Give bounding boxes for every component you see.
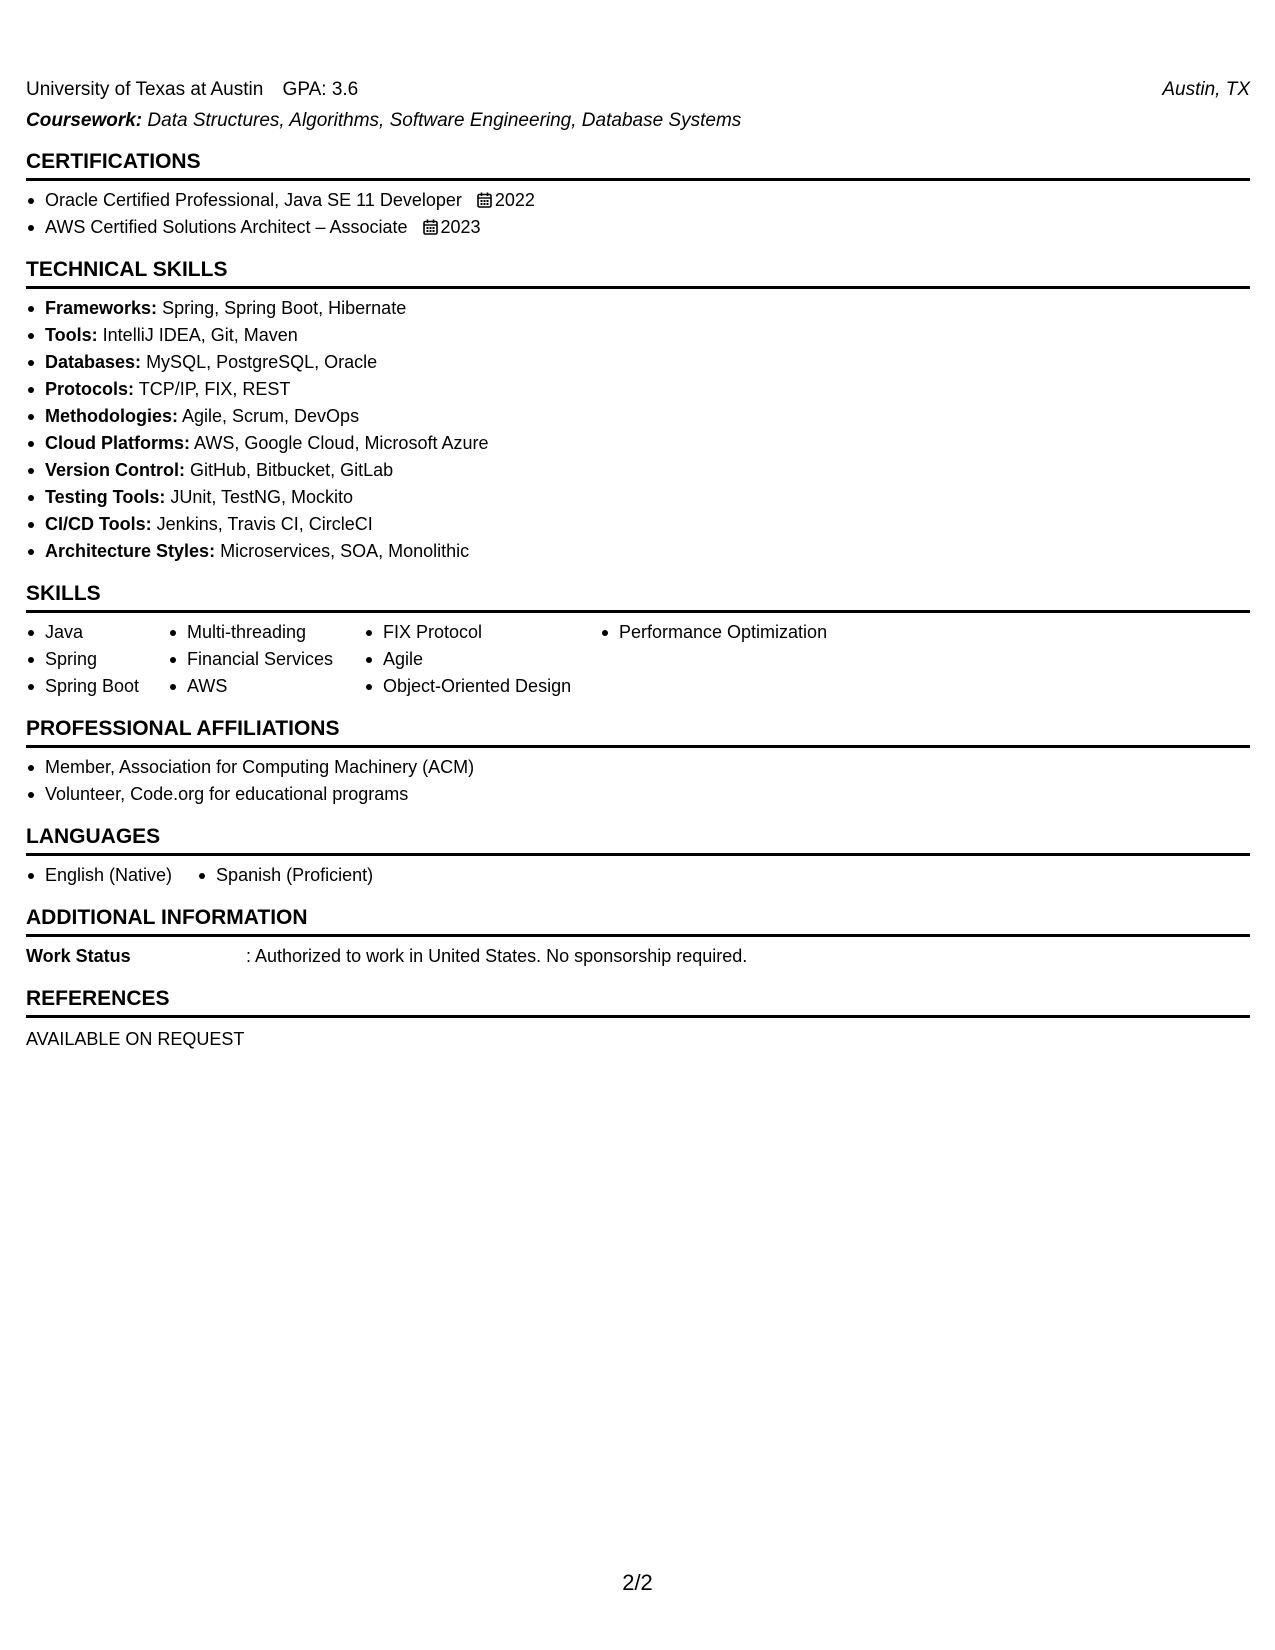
references-heading: REFERENCES [26, 986, 1250, 1018]
work-status-label: Work Status [26, 946, 131, 966]
technical-skills-list [26, 295, 1250, 565]
calendar-icon [477, 192, 492, 208]
education-row [26, 78, 1250, 102]
additional-info-section [26, 905, 1250, 970]
references-section [26, 986, 1250, 1053]
skill-values: Jenkins, Travis CI, CircleCI [156, 514, 373, 534]
list-item: Multi-threading [168, 619, 364, 646]
skill-category: Databases: [45, 352, 142, 372]
languages-section [26, 824, 1250, 889]
list-item [26, 538, 1250, 565]
gpa: GPA: 3.6 [282, 79, 359, 100]
list-item: AWS [168, 673, 364, 700]
skill-values: MySQL, PostgreSQL, Oracle [146, 352, 378, 372]
list-item [26, 187, 1250, 214]
list-item: Financial Services [168, 646, 364, 673]
list-item [26, 403, 1250, 430]
certifications-heading: CERTIFICATIONS [26, 149, 1250, 181]
list-item: Spring Boot [26, 673, 168, 700]
education-left [26, 78, 358, 102]
certifications-section [26, 149, 1250, 241]
certification-year: 2022 [494, 190, 535, 210]
list-item: English (Native) [26, 862, 172, 889]
affiliations-list [26, 754, 1250, 808]
certification-year: 2023 [440, 217, 481, 237]
skill-category: Cloud Platforms: [45, 433, 191, 453]
list-item [26, 214, 1250, 241]
skill-values: JUnit, TestNG, Mockito [170, 487, 354, 507]
skill-values: Spring, Spring Boot, Hibernate [162, 298, 407, 318]
skills-section [26, 581, 1250, 700]
list-item [26, 322, 1250, 349]
references-text: AVAILABLE ON REQUEST [26, 1029, 245, 1049]
work-status-value: : Authorized to work in United States. No sponsorship required. [246, 946, 748, 966]
skill-values: TCP/IP, FIX, REST [138, 379, 291, 399]
list-item: Java [26, 619, 168, 646]
technical-skills-heading: TECHNICAL SKILLS [26, 257, 1250, 289]
list-item [26, 457, 1250, 484]
skill-values: GitHub, Bitbucket, GitLab [190, 460, 394, 480]
affiliations-section [26, 716, 1250, 808]
skill-values: AWS, Google Cloud, Microsoft Azure [194, 433, 489, 453]
list-item: Performance Optimization [600, 619, 827, 646]
list-item: Volunteer, Code.org for educational programs [26, 781, 1250, 808]
list-item: Member, Association for Computing Machinery (ACM) [26, 754, 1250, 781]
skills-column [600, 619, 827, 700]
list-item [26, 295, 1250, 322]
calendar-icon [423, 219, 438, 235]
certification-name: Oracle Certified Professional, Java SE 11 Developer [45, 190, 462, 210]
school-name: University of Texas at Austin [26, 79, 264, 100]
skill-category: Protocols: [45, 379, 135, 399]
skill-category: CI/CD Tools: [45, 514, 152, 534]
coursework-list: Data Structures, Algorithms, Software Engineering, Database Systems [147, 110, 742, 131]
skill-category: Tools: [45, 325, 98, 345]
certifications-list [26, 187, 1250, 241]
skills-column [26, 619, 168, 700]
work-status-row [26, 943, 1250, 970]
page-number: 2/2 [622, 1570, 653, 1595]
coursework [26, 109, 1250, 133]
skill-category: Methodologies: [45, 406, 178, 426]
education-location: Austin, TX [1162, 79, 1250, 100]
list-item: FIX Protocol [364, 619, 600, 646]
list-item [26, 484, 1250, 511]
skills-heading: SKILLS [26, 581, 1250, 613]
list-item [26, 511, 1250, 538]
additional-info-heading: ADDITIONAL INFORMATION [26, 905, 1250, 937]
skill-category: Frameworks: [45, 298, 158, 318]
skill-values: Agile, Scrum, DevOps [182, 406, 360, 426]
skills-column [364, 619, 600, 700]
affiliations-heading: PROFESSIONAL AFFILIATIONS [26, 716, 1250, 748]
certification-name: AWS Certified Solutions Architect – Associate [45, 217, 408, 237]
skills-grid [26, 619, 1250, 700]
list-item [26, 349, 1250, 376]
languages-heading: LANGUAGES [26, 824, 1250, 856]
skill-category: Testing Tools: [45, 487, 166, 507]
list-item: Spring [26, 646, 168, 673]
list-item: Spanish (Proficient) [197, 862, 373, 889]
list-item: Agile [364, 646, 600, 673]
skill-category: Version Control: [45, 460, 186, 480]
list-item: Object-Oriented Design [364, 673, 600, 700]
skill-category: Architecture Styles: [45, 541, 216, 561]
coursework-label: Coursework: [26, 110, 143, 131]
skill-values: IntelliJ IDEA, Git, Maven [102, 325, 298, 345]
list-item [26, 430, 1250, 457]
resume-page [26, 78, 1250, 1053]
skills-column [168, 619, 364, 700]
technical-skills-section [26, 257, 1250, 565]
languages-list [26, 862, 1250, 889]
list-item [26, 376, 1250, 403]
skill-values: Microservices, SOA, Monolithic [220, 541, 470, 561]
